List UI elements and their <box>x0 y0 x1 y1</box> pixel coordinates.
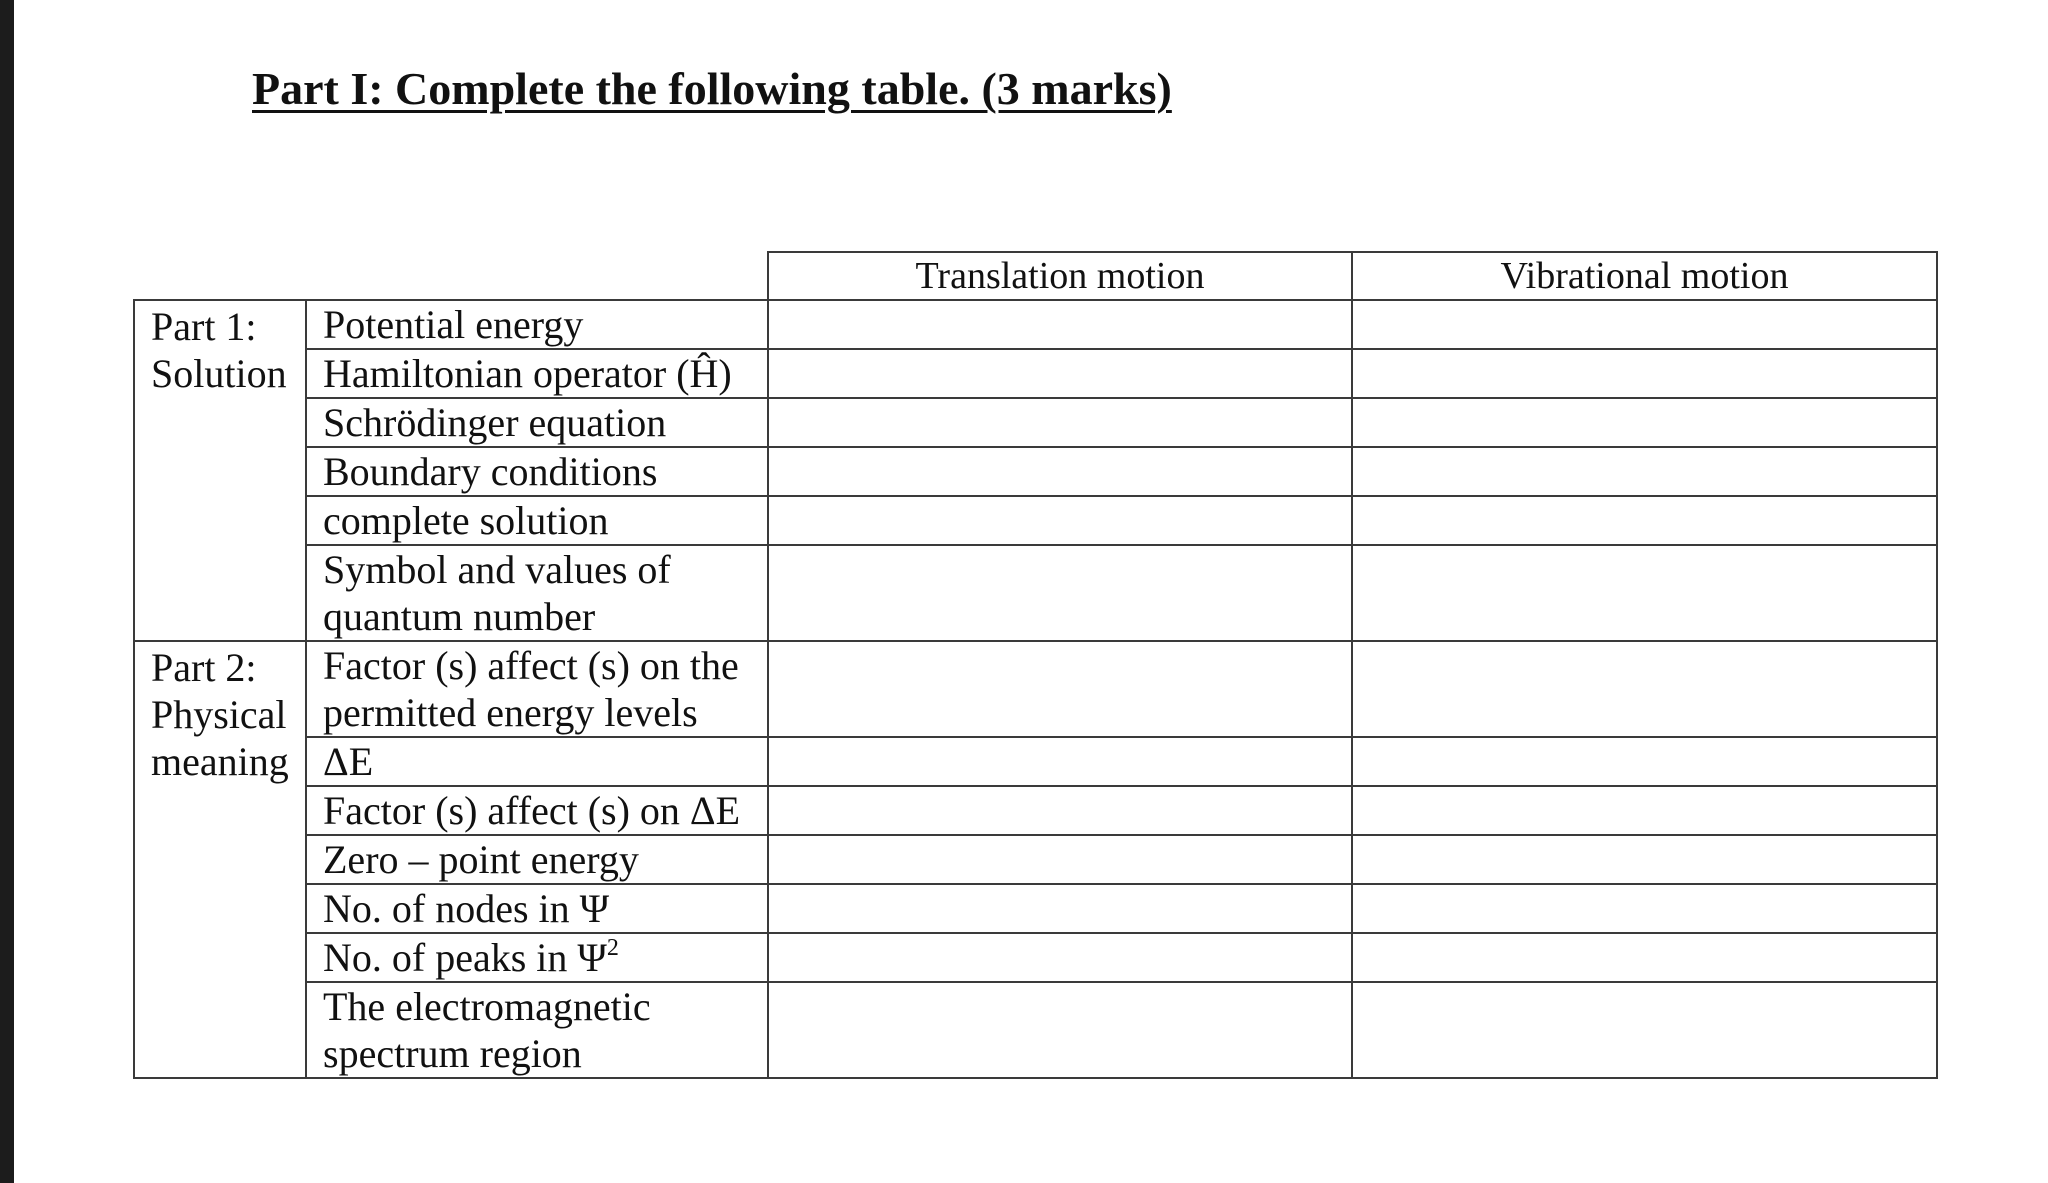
row-label: Schrödinger equation <box>306 398 768 447</box>
answer-cell-vibrational[interactable] <box>1352 641 1937 737</box>
answer-cell-translation[interactable] <box>768 300 1352 349</box>
answer-cell-vibrational[interactable] <box>1352 884 1937 933</box>
row-label: Hamiltonian operator (Ĥ) <box>306 349 768 398</box>
row-label: Zero – point energy <box>306 835 768 884</box>
answer-cell-translation[interactable] <box>768 641 1352 737</box>
answer-cell-vibrational[interactable] <box>1352 835 1937 884</box>
table-row <box>134 398 1937 447</box>
row-label: Potential energy <box>306 300 768 349</box>
table-row <box>134 447 1937 496</box>
table-row <box>134 982 1937 1078</box>
section-label-part1 <box>134 300 306 641</box>
answer-cell-vibrational[interactable] <box>1352 933 1937 982</box>
column-header-translation: Translation motion <box>768 252 1352 300</box>
table-row <box>134 786 1937 835</box>
section-label-line: Part 1: <box>151 304 257 349</box>
column-header-vibrational: Vibrational motion <box>1352 252 1937 300</box>
worksheet-table <box>133 251 1938 1079</box>
answer-cell-vibrational[interactable] <box>1352 300 1937 349</box>
answer-cell-translation[interactable] <box>768 398 1352 447</box>
answer-cell-vibrational[interactable] <box>1352 737 1937 786</box>
section-label-line: Physical <box>151 692 287 737</box>
row-label: Factor (s) affect (s) on the permitted energy levels <box>306 641 768 737</box>
answer-cell-vibrational[interactable] <box>1352 982 1937 1078</box>
header-row <box>134 252 1937 300</box>
row-label: Symbol and values of quantum number <box>306 545 768 641</box>
row-label: No. of nodes in Ψ <box>306 884 768 933</box>
answer-cell-vibrational[interactable] <box>1352 786 1937 835</box>
row-label: ΔE <box>306 737 768 786</box>
section-label-part2 <box>134 641 306 1078</box>
empty-corner <box>134 252 306 300</box>
answer-cell-vibrational[interactable] <box>1352 447 1937 496</box>
row-label: Factor (s) affect (s) on ΔE <box>306 786 768 835</box>
table-row <box>134 300 1937 349</box>
table-row <box>134 349 1937 398</box>
table-row <box>134 641 1937 737</box>
answer-cell-vibrational[interactable] <box>1352 398 1937 447</box>
row-label: The electromagnetic spectrum region <box>306 982 768 1078</box>
table-row <box>134 545 1937 641</box>
table-row <box>134 933 1937 982</box>
row-label: complete solution <box>306 496 768 545</box>
row-label: No. of peaks in $\Psi^2$ <box>306 933 768 982</box>
answer-cell-translation[interactable] <box>768 786 1352 835</box>
table-row <box>134 496 1937 545</box>
answer-cell-translation[interactable] <box>768 737 1352 786</box>
answer-cell-translation[interactable] <box>768 447 1352 496</box>
answer-cell-translation[interactable] <box>768 545 1352 641</box>
section-label-line: Part 2: <box>151 645 257 690</box>
answer-cell-translation[interactable] <box>768 349 1352 398</box>
section-label-line: meaning <box>151 739 289 784</box>
answer-cell-translation[interactable] <box>768 982 1352 1078</box>
answer-cell-translation[interactable] <box>768 496 1352 545</box>
section-label-line: Solution <box>151 351 287 396</box>
row-label: Boundary conditions <box>306 447 768 496</box>
page-title: Part I: Complete the following table. (3 marks) <box>252 63 1172 114</box>
empty-corner <box>306 252 768 300</box>
answer-cell-vibrational[interactable] <box>1352 545 1937 641</box>
table-row <box>134 737 1937 786</box>
answer-cell-vibrational[interactable] <box>1352 349 1937 398</box>
answer-cell-translation[interactable] <box>768 884 1352 933</box>
table-row <box>134 835 1937 884</box>
answer-cell-translation[interactable] <box>768 835 1352 884</box>
answer-cell-translation[interactable] <box>768 933 1352 982</box>
table-row <box>134 884 1937 933</box>
document-page <box>14 0 2048 1183</box>
answer-cell-vibrational[interactable] <box>1352 496 1937 545</box>
